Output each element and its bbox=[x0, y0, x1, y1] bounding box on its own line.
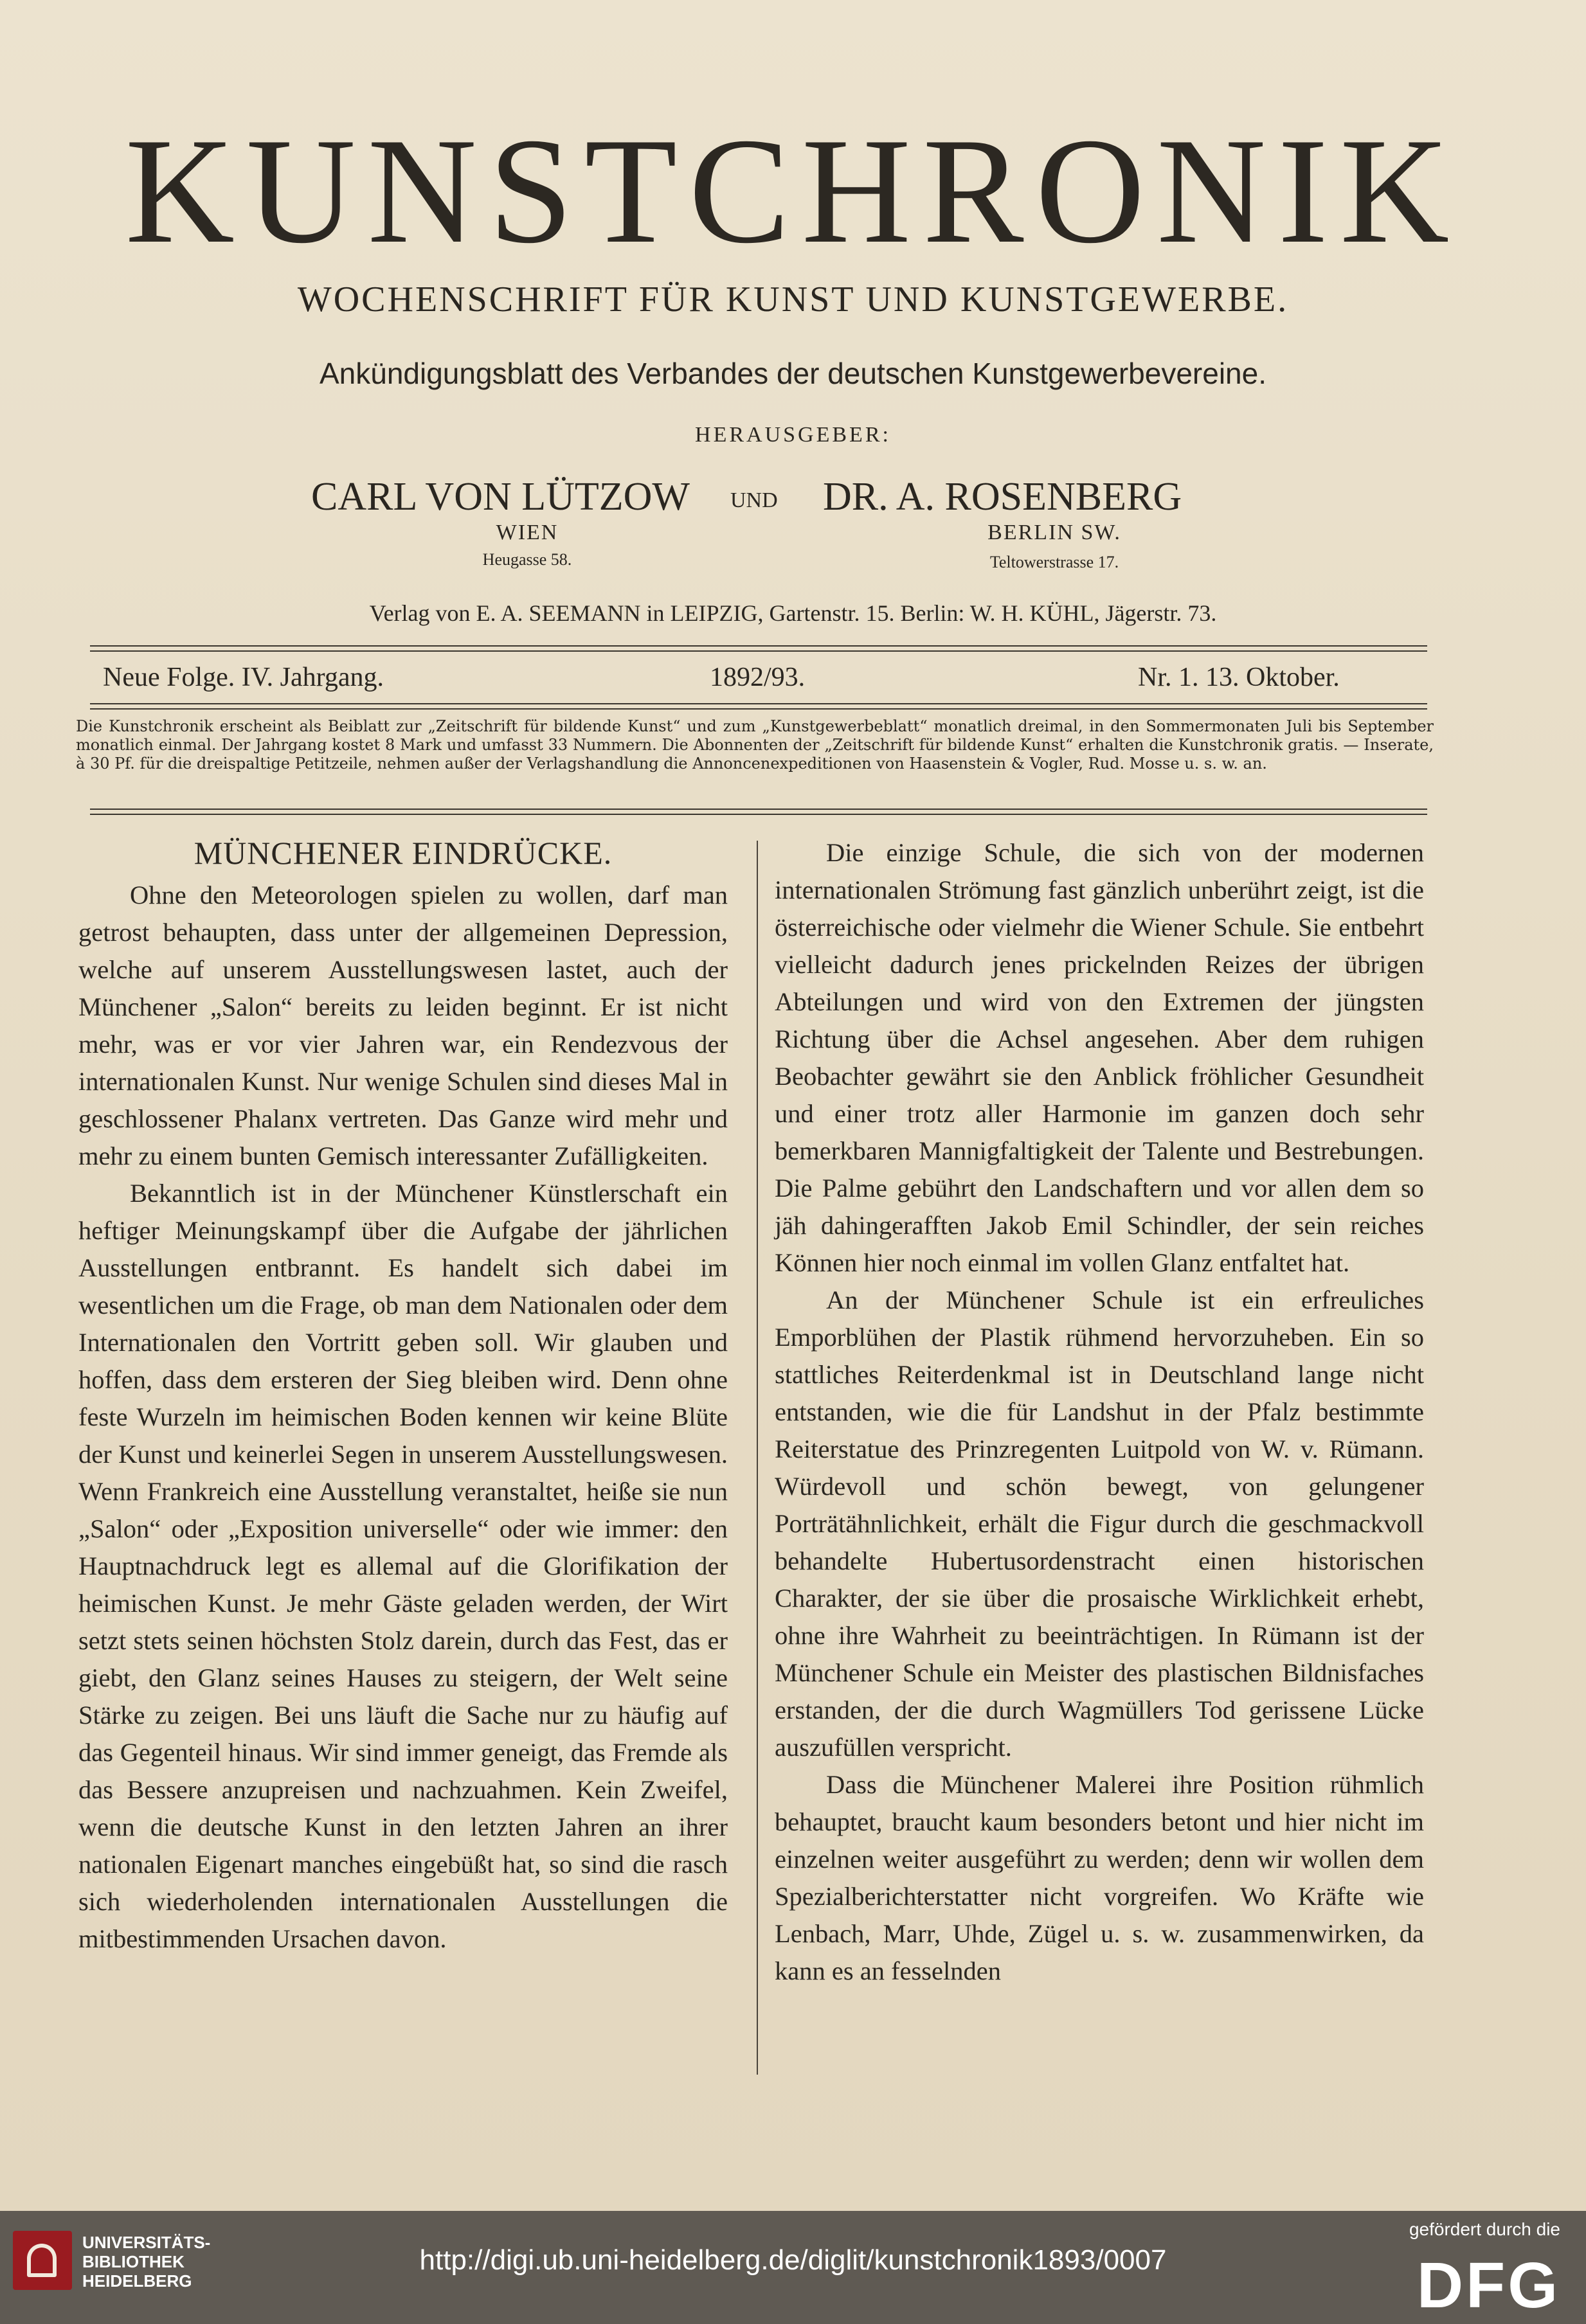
editor-right-name: DR. A. ROSENBERG bbox=[823, 475, 1182, 519]
editor-right-address: Teltowerstrasse 17. bbox=[989, 553, 1119, 571]
article-title: MÜNCHENER EINDRÜCKE. bbox=[194, 835, 613, 871]
publisher-line: Verlag von E. A. SEEMANN in LEIPZIG, Gartenstr. 15. Berlin: W. H. KÜHL, Jägerstr. 73. bbox=[369, 600, 1217, 626]
funding-note: gefördert durch die bbox=[1409, 2219, 1560, 2239]
article-column-right bbox=[775, 834, 1424, 1990]
subscription-notice: Die Kunstchronik erscheint als Beiblatt zur „Zeitschrift für bildende Kunst“ und zum „Kunstgewerbeblatt“ monatlich dreimal, in den Sommermonaten Juli bis September monatlich einmal. Der Jahrgang kostet 8 Mark und umfasst 33 Nummern. Die Abonnenten der „Zeitschrift für bildende Kunst“ erhalten die Kunstchronik gratis. — Inserate, à 30 Pf. für die dreispaltige Petitzeile, nehmen außer der Verlagshandlung die Annoncenexpeditionen von Haasenstein & Vogler, Rud. Mosse u. s. w. an. bbox=[76, 717, 1434, 773]
issue-year: 1892/93. bbox=[710, 663, 806, 692]
rule-mid bbox=[90, 703, 1427, 704]
masthead-title: KUNSTCHRONIK bbox=[125, 107, 1461, 275]
permalink-url[interactable]: http://digi.ub.uni-heidelberg.de/diglit/kunstchronik1893/0007 bbox=[419, 2244, 1167, 2276]
article-column-left bbox=[78, 834, 728, 1958]
article-paragraph: Dass die Münchener Malerei ihre Position rühmlich behauptet, braucht kaum besonders betont und hier nicht im einzelnen weiter ausgeführt zu werden; denn wir wollen dem Spezialberichterstatter nicht vorgreifen. Wo Kräfte wie Lenbach, Marr, Uhde, Zügel u. s. w. zusammenwirken, da kann es an fesselnden bbox=[775, 1770, 1424, 1985]
editor-left-address: Heugasse 58. bbox=[482, 550, 572, 569]
article-paragraph: An der Münchener Schule ist ein erfreuliches Emporblühen der Plastik rühmend hervorzuheben. Ein so stattliches Reiterdenkmal ist in Deutschland lange nicht entstanden, wie die für Landshut in der Pfalz bestimmte Reiterstatue des Prinzregenten Luitpold von W. v. Rümann. Würdevoll und schön bewegt, von gelungener Porträtähnlichkeit, erhält die Figur durch die geschmackvoll behandelte Hubertusordenstracht einen historischen Charakter, der sie über die prosaische Wirklichkeit erhebt, ohne ihre Wahrheit zu beeinträchtigen. In Rümann ist der Münchener Schule ein Meister des plastischen Bildnisfaches erstanden, der die durch Wagmüllers Tod gerissene Lücke auszufüllen verspricht. bbox=[775, 1285, 1424, 1762]
rule-top bbox=[90, 645, 1427, 647]
rule-mid-double bbox=[90, 708, 1427, 710]
editor-left-name: CARL VON LÜTZOW bbox=[311, 475, 690, 519]
masthead-announcement: Ankündigungsblatt des Verbandes der deutschen Kunstgewerbevereine. bbox=[319, 357, 1267, 390]
article-paragraph: Die einzige Schule, die sich von der modernen internationalen Strömung fast gänzlich unberührt zeigt, ist die österreichische oder vielmehr die Wiener Schule. Sie entbehrt vielleicht dadurch jenes prickelnden Reizes der übrigen Abteilungen und wird von den Extremen der jüngsten Richtung über die Achsel angesehen. Aber dem ruhigen Beobachter gewährt sie den Anblick fröhlicher Gesundheit und einer trotz aller Harmonie im ganzen doch sehr bemerkbaren Mannigfaltigkeit der Talente und Bestrebungen. Die Palme gebührt den Landschaftern und vor allen dem so jäh dahingerafften Jakob Emil Schindler, der sein reiches Können hier noch einmal im vollen Glanz entfaltet hat. bbox=[775, 838, 1424, 1277]
column-divider bbox=[757, 841, 758, 2075]
rule-bottom bbox=[90, 809, 1427, 810]
article-paragraph: Ohne den Meteorologen spielen zu wollen, darf man getrost behaupten, dass unter der allgemeinen Depression, welche auf unserem Ausstellungswesen lastet, auch der Münchener „Salon“ bereits zu leiden beginnt. Er ist nicht mehr, was er vor vier Jahren war, ein Rendezvous der internationalen Kunst. Nur wenige Schulen sind dieses Mal in geschlossener Phalanx vertreten. Das Ganze wird mehr und mehr zu einem bunten Gemisch interessanter Zufälligkeiten. bbox=[78, 880, 728, 1170]
issue-series: Neue Folge. IV. Jahrgang. bbox=[103, 663, 384, 692]
publisher-heading: HERAUSGEBER: bbox=[695, 423, 891, 447]
rule-top-double bbox=[90, 650, 1427, 652]
editor-right-city: BERLIN SW. bbox=[987, 521, 1121, 544]
article-paragraph: Bekanntlich ist in der Münchener Künstlerschaft ein heftiger Meinungskampf über die Aufgabe der jährlichen Ausstellungen entbrannt. Es handelt sich dabei im wesentlichen um die Frage, ob man dem Nationalen oder dem Internationalen den Vortritt geben soll. Wir glauben und hoffen, dass dem ersteren der Sieg bleiben wird. Denn ohne feste Wurzeln im heimischen Boden kennen wir keine Blüte der Kunst und keinerlei Segen in unserem Ausstellungswesen. Wenn Frankreich eine Ausstellung veranstaltet, heiße sie nun „Salon“ oder „Exposition universelle“ oder wie immer: den Hauptnachdruck legt es allemal auf die Glorifikation der heimischen Kunst. Je mehr Gäste geladen werden, der Wirt setzt stets seinen höchsten Stolz darein, durch das Fest, das er giebt, den Glanz seines Hauses zu steigern, der Welt seine Stärke zu zeigen. Bei uns läuft die Sache nur zu häufig auf das Gegenteil hinaus. Wir sind immer geneigt, das Fremde als das Bessere anzupreisen und nachzuahmen. Kein Zweifel, wenn die deutsche Kunst in den letzten Jahren an ihrer nationalen Eigenart manches eingebüßt hat, so sind die rasch sich wiederholenden internationalen Ausstellungen die mitbestimmenden Ursachen davon. bbox=[78, 1179, 728, 1953]
rule-bottom-double bbox=[90, 814, 1427, 815]
editor-left-city: WIEN bbox=[496, 521, 559, 544]
issue-number-date: Nr. 1. 13. Oktober. bbox=[1138, 663, 1340, 692]
editor-conjunction: UND bbox=[730, 488, 778, 512]
library-name: UNIVERSITÄTS- BIBLIOTHEK HEIDELBERG bbox=[82, 2233, 211, 2291]
masthead-subtitle: WOCHENSCHRIFT FÜR KUNST UND KUNSTGEWERBE. bbox=[297, 280, 1289, 319]
dfg-logo: DFG bbox=[1416, 2249, 1560, 2321]
